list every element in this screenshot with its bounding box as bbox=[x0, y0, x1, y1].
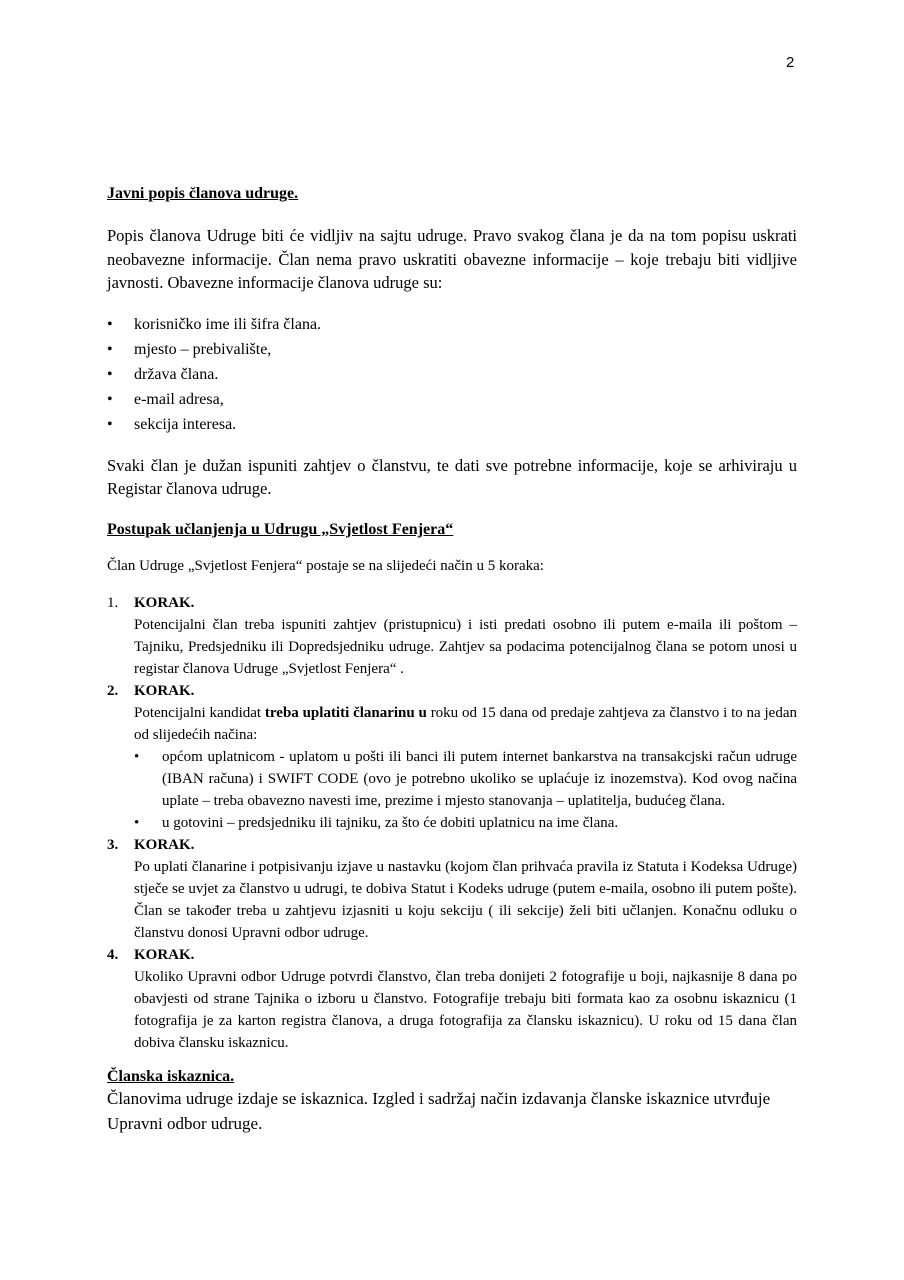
payment-methods-list bbox=[134, 746, 797, 834]
list-item: • korisničko ime ili šifra člana. bbox=[107, 312, 797, 337]
page-number: 2 bbox=[786, 54, 795, 71]
document-content bbox=[107, 185, 797, 1136]
list-item: • općom uplatnicom - uplatom u pošti ili banci ili putem internet bankarstva na transakcjski račun udruge (IBAN računa) i SWIFT CODE (ovo je potrebno ukoliko se uplaćuje iz inozemstva). Kod ovog načina uplate – treba obavezno navesti ime, prezime i mjesto stanovanja – uplatitelja, budućeg člana. bbox=[134, 746, 797, 812]
membership-card-paragraph: Članovima udruge izdaje se iskaznica. Izgled i sadržaj način izdavanja članske iskaznice utvrđuje Upravni odbor udruge. bbox=[107, 1088, 771, 1133]
list-item: • sekcija interesa. bbox=[107, 412, 797, 437]
step-number: 4. bbox=[107, 946, 119, 963]
joining-intro: Član Udruge „Svjetlost Fenjera“ postaje se na slijedeći način u 5 koraka: bbox=[107, 557, 544, 574]
section-title-membership-card: Članska iskaznica. bbox=[107, 1067, 235, 1085]
step-text-part: Potencijalni kandidat bbox=[134, 704, 265, 721]
step-text-part: roku od 15 dana od predaje zahtjeva za članstvo i to na jedan od slijedećih načina: bbox=[134, 704, 797, 743]
step-text-emphasis: treba uplatiti članarinu u bbox=[264, 704, 427, 721]
step-number: 1. bbox=[107, 594, 119, 611]
step-text: Ukoliko Upravni odbor Udruge potvrdi članstvo, član treba donijeti 2 fotografije u boji, najkasnije 8 dana po obavjesti od strane Tajnika o izboru u članstvo. Fotografije trebaju biti formata kao za osobnu iskaznicu (1 fotografija je za karton registra članova, a druga fotografija za člansku iskaznicu). U roku od 15 dana član dobiva člansku iskaznicu. bbox=[134, 968, 797, 1051]
step-number: 2. bbox=[107, 682, 119, 699]
required-info-list bbox=[107, 312, 797, 437]
step-title: KORAK. bbox=[134, 836, 195, 853]
list-item: • mjesto – prebivalište, bbox=[107, 337, 797, 362]
public-list-paragraph: Popis članova Udruge biti će vidljiv na sajtu udruge. Pravo svakog člana je da na tom popisu uskrati neobavezne informacije. Član nema pravo uskratiti obavezne informacije – koje trebaju biti vidljive javnosti. Obavezne informacije članova udruge su: bbox=[107, 226, 797, 292]
step-title: KORAK. bbox=[134, 682, 195, 699]
list-item: • e-mail adresa, bbox=[107, 387, 797, 412]
step-3 bbox=[107, 834, 797, 944]
membership-request-paragraph: Svaki član je dužan ispuniti zahtjev o članstvu, te dati sve potrebne informacije, koje se arhiviraju u Registar članova udruge. bbox=[107, 455, 797, 498]
step-4 bbox=[107, 944, 797, 1054]
step-text: Po uplati članarine i potpisivanju izjave u nastavku (kojom član prihvaća pravila iz Statuta i Kodeksa Udruge) stječe se uvjet za članstvo u udrugi, te dobiva Statut i Kodeks udruge (putem e-maila, osobno ili putem pošte). Član se također treba u zahtjevu izjasniti u koju sekciju ( ili sekcije) želi biti učlanjen. Konačnu odluku o članstvu donosi Upravni odbor udruge. bbox=[134, 858, 797, 941]
section-title-public-list: Javni popis članova udruge. bbox=[107, 185, 299, 202]
step-1 bbox=[107, 592, 797, 680]
steps-list bbox=[107, 592, 797, 1054]
list-item: • u gotovini – predsjedniku ili tajniku, za što će dobiti uplatnicu na ime člana. bbox=[134, 812, 797, 834]
step-number: 3. bbox=[107, 836, 119, 853]
step-text bbox=[134, 702, 797, 746]
section-title-joining-procedure: Postupak učlanjenja u Udrugu „Svjetlost Fenjera“ bbox=[107, 520, 454, 538]
step-2 bbox=[107, 680, 797, 834]
step-title: KORAK. bbox=[134, 594, 195, 611]
step-text: Potencijalni član treba ispuniti zahtjev (pristupnicu) i isti predati osobno ili putem e-maila ili poštom – Tajniku, Predsjedniku ili Dopredsjedniku udruge. Zahtjev sa podacima potencijalnog člana se potom unosi u registar članova Udruge „Svjetlost Fenjera“ . bbox=[134, 616, 797, 677]
list-item: • država člana. bbox=[107, 362, 797, 387]
step-title: KORAK. bbox=[134, 946, 195, 963]
